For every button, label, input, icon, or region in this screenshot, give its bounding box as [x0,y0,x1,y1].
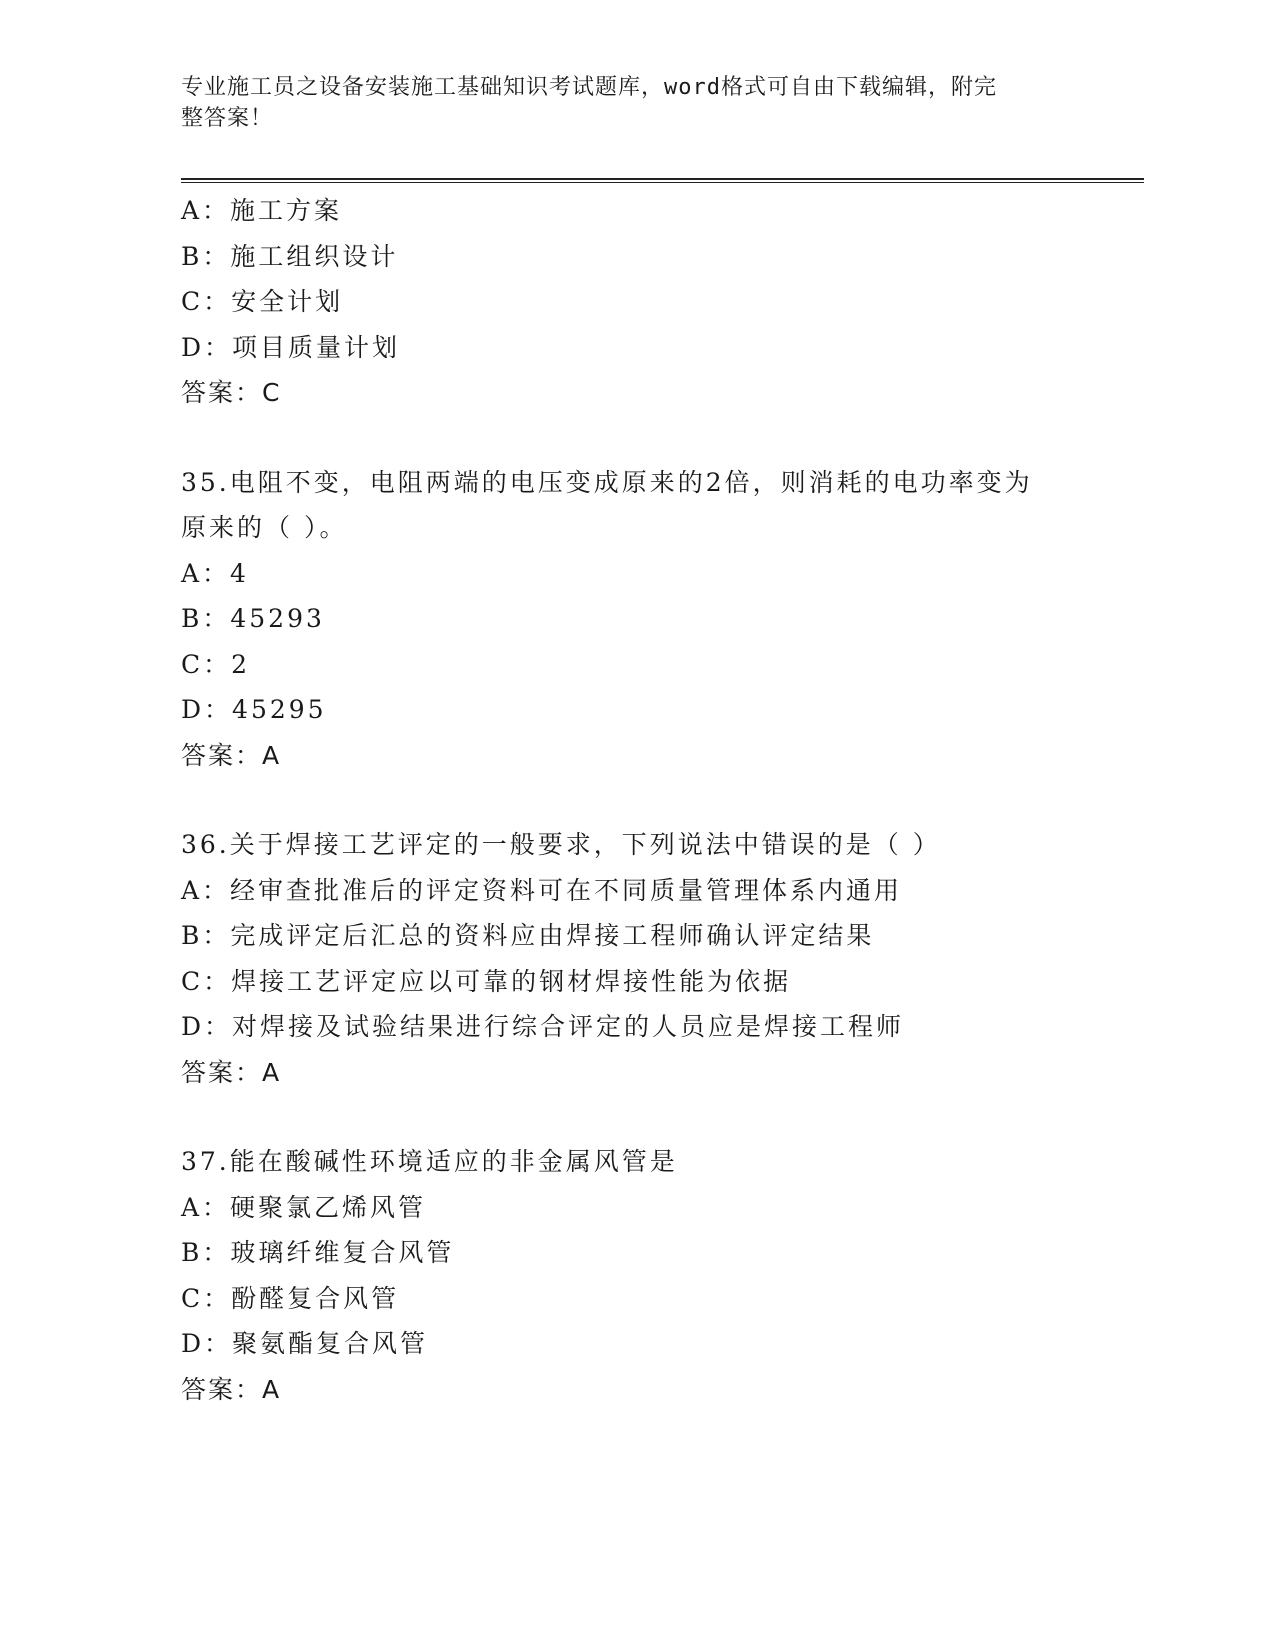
option-c: C：2 [181,649,251,679]
option-b: B：45293 [181,604,325,633]
question-stem: 37.能在酸碱性环境适应的非金属风管是 [181,1147,678,1176]
option-c: C：安全计划 [181,287,344,316]
spacer [181,416,1081,460]
header-line-1: 专业施工员之设备安装施工基础知识考试题库，word格式可自由下载编辑，附完 [181,75,997,100]
option-d: D：45295 [181,695,327,724]
answer-key: 答案：A [181,1374,282,1404]
spacer [181,1095,1081,1139]
question-37 [181,1139,1081,1412]
option-b: B：施工组织设计 [181,241,399,271]
option-d: D：对焊接及试验结果进行综合评定的人员应是焊接工程师 [181,1012,905,1041]
question-35 [181,460,1081,779]
option-a: A：硬聚氯乙烯风管 [181,1192,427,1222]
question-34 [181,188,1081,416]
question-stem: 36.关于焊接工艺评定的一般要求，下列说法中错误的是（ ） [181,830,941,859]
option-c: C：酚醛复合风管 [181,1283,400,1313]
answer-key: 答案：A [181,1057,282,1087]
header-divider-thick [181,178,1144,180]
answer-key: 答案：A [181,740,282,770]
header-line-2: 整答案！ [181,106,274,131]
document-header [181,72,1041,134]
question-36 [181,822,1081,1095]
option-d: D：项目质量计划 [181,332,401,362]
option-c: C：焊接工艺评定应以可靠的钢材焊接性能为依据 [181,966,792,996]
option-a: A：经审查批准后的评定资料可在不同质量管理体系内通用 [181,875,903,905]
spacer [181,778,1081,822]
question-stem-continued: 原来的（ ）。 [181,513,348,542]
option-a: A：施工方案 [181,196,343,225]
answer-key: 答案：C [181,378,282,407]
header-divider-thin [181,182,1144,183]
question-list [181,188,1081,1412]
question-stem: 35.电阻不变，电阻两端的电压变成原来的2倍，则消耗的电功率变为 [181,467,1033,497]
option-a: A：4 [181,558,249,588]
option-d: D：聚氨酯复合风管 [181,1329,429,1358]
option-b: B：完成评定后汇总的资料应由焊接工程师确认评定结果 [181,921,875,950]
option-b: B：玻璃纤维复合风管 [181,1238,455,1267]
